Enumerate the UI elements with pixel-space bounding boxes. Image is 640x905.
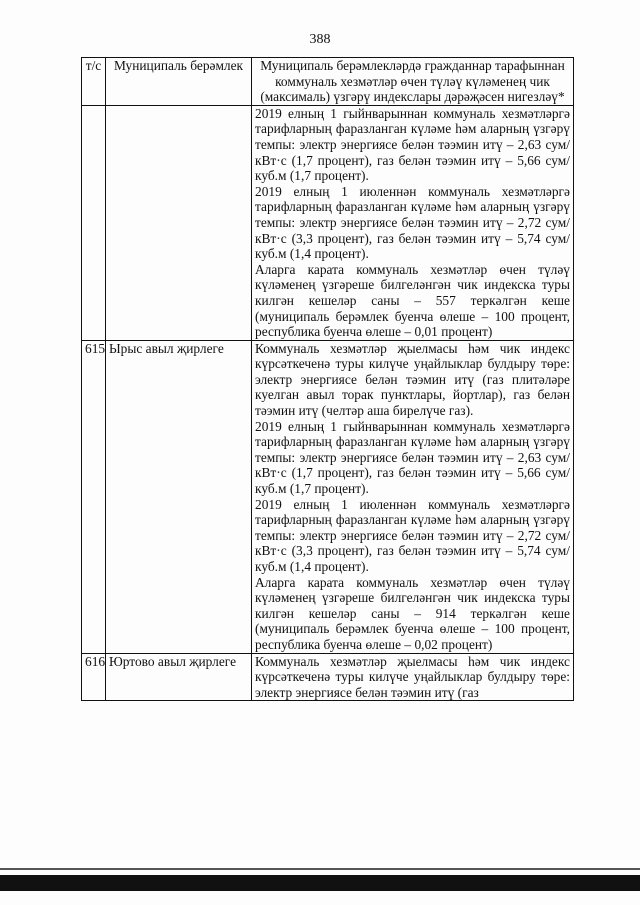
page-number: 388 [309,32,331,47]
table-body [82,105,574,701]
description-paragraph: Коммуналь хезмәтләр җыелмасы һәм чик индекс күрсәткеченә туры килүче уңайлыклар булдыру төре: электр энергиясе белән тәэмин итү (газ плитәләре куелган авыл торак пунктлары, йортлар), газ белән тәэмин итү (челтәр аша бирелүче газ). [255,340,570,419]
header-num: т/с [82,58,106,106]
description-paragraph: 2019 елның 1 гыйнварыннан коммуналь хезмәтләргә тарифларның фаразланган күләме һәм аларның үзгәрү темпы: электр энергиясе белән тәэмин итү – 2,63 сум/кВт·с (1,7 процент), газ белән тәэмин итү – 5,66 сум/куб.м (1,7 процент). [255,105,570,184]
description-paragraph: Аларга карата коммуналь хезмәтләр өчен түләү күләменең үзгәреше билгеләнгән чик индекска туры килгән кешеләр саны – 557 теркәлгән кеше (муниципаль берәмлек буенча өлеше – 100 процент, республика буенча өлеше – 0,01 процент) [255,261,570,340]
row-municipality [106,105,252,340]
description-paragraph: Коммуналь хезмәтләр җыелмасы һәм чик индекс күрсәткеченә туры килүче уңайлыклар булдыру төре: электр энергиясе белән тәэмин итү (газ [255,653,570,700]
table-header [82,58,574,106]
tariff-table [81,57,574,701]
scan-bottom-bar [0,875,640,891]
description-paragraph: 2019 елның 1 гыйнварыннан коммуналь хезмәтләргә тарифларның фаразланган күләме һәм аларның үзгәрү темпы: электр энергиясе белән тәэмин итү – 2,63 сум/кВт·с (1,7 процент), газ белән тәэмин итү – 5,66 сум/куб.м (1,7 процент). [255,418,570,497]
table-row [82,653,574,701]
row-number: 616 [82,653,106,701]
header-municipality: Муниципаль берәмлек [106,58,252,106]
header-description: Муниципаль берәмлекләрдә гражданнар тарафыннан коммуналь хезмәтләр өчен түләү күләменең чик (максималь) үзгәрү индекслары дәрәҗәсен нигезләү* [252,58,574,106]
table-row [82,105,574,340]
row-description [252,105,574,340]
description-paragraph: 2019 елның 1 июленнән коммуналь хезмәтләргә тарифларның фаразланган күләме һәм аларның үзгәрү темпы: электр энергиясе белән тәэмин итү – 2,72 сум/кВт·с (3,3 процент), газ белән тәэмин итү – 5,74 сум/куб.м (1,4 процент). [255,496,570,574]
row-description [252,653,574,701]
description-paragraph: 2019 елның 1 июленнән коммуналь хезмәтләргә тарифларның фаразланган күләме һәм аларның үзгәрү темпы: электр энергиясе белән тәэмин итү – 2,72 сум/кВт·с (3,3 процент), газ белән тәэмин итү – 5,74 сум/куб.м (1,4 процент). [255,183,570,262]
row-municipality: Юртово авыл җирлеге [106,653,252,701]
row-description [252,340,574,653]
row-number: 615 [82,340,106,653]
description-paragraph: Аларга карата коммуналь хезмәтләр өчен түләү күләменең үзгәреше билгеләнгән чик индекска туры килгән кешеләр саны – 914 теркәлгән кеше (муниципаль берәмлек буенча өлеше – 100 процент, республика буенча өлеше – 0,02 процент) [255,574,570,652]
row-municipality: Ырыс авыл җирлеге [106,340,252,653]
scan-edge-line [0,868,640,870]
table-row [82,340,574,653]
row-number [82,105,106,340]
